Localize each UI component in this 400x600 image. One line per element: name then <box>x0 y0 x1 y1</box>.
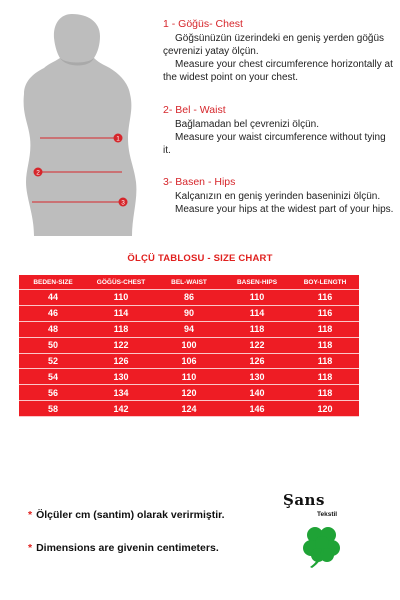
cell-waist: 100 <box>155 337 223 353</box>
waist-text-en: Measure your waist circumference without tying it. <box>163 132 386 156</box>
cell-waist: 94 <box>155 321 223 337</box>
chest-marker-label: 1 <box>116 135 120 143</box>
header-size: BEDEN-SIZE <box>33 278 73 286</box>
waist-marker-label: 2 <box>36 169 40 177</box>
cell-chest: 134 <box>87 385 155 401</box>
cell-size: 48 <box>19 321 87 337</box>
cell-waist: 110 <box>155 369 223 385</box>
cell-chest: 122 <box>87 337 155 353</box>
header-waist: BEL-WAIST <box>171 278 207 286</box>
chest-instruction <box>163 18 395 84</box>
note-text: Ölçüler cm (santim) olarak verirmiştir. <box>36 509 225 521</box>
chest-text-tr: Göğsünüzün üzerindeki en geniş yerden göğüs çevrenizi yatay ölçün. <box>163 33 385 57</box>
note-text: Dimensions are givenin centimeters. <box>36 542 219 554</box>
cell-waist: 106 <box>155 353 223 369</box>
header-length: BOY-LENGTH <box>303 278 347 286</box>
cell-length: 120 <box>291 401 359 417</box>
waist-instruction <box>163 104 395 157</box>
hips-instruction <box>163 176 395 216</box>
clover-icon <box>298 521 346 569</box>
note-cm-en <box>28 542 219 554</box>
asterisk-icon: * <box>28 509 33 521</box>
cell-size: 50 <box>19 337 87 353</box>
cell-chest: 110 <box>87 290 155 306</box>
logo-subtitle: Tekstil <box>317 511 338 518</box>
header-chest: GÖĞÜS-CHEST <box>96 278 146 286</box>
table-row <box>19 369 359 385</box>
table-row <box>19 290 359 306</box>
cell-length: 118 <box>291 369 359 385</box>
cell-chest: 114 <box>87 305 155 321</box>
chest-text-en: Measure your chest circumference horizontally at the widest point on your chest. <box>163 59 393 83</box>
cell-size: 44 <box>19 290 87 306</box>
cell-length: 116 <box>291 305 359 321</box>
cell-hips: 118 <box>223 321 291 337</box>
cell-length: 118 <box>291 385 359 401</box>
waist-heading: 2- Bel - Waist <box>163 104 226 116</box>
cell-length: 118 <box>291 353 359 369</box>
table-row <box>19 337 359 353</box>
chest-heading: 1 - Göğüs- Chest <box>163 18 243 30</box>
note-cm-tr <box>28 509 225 521</box>
cell-waist: 90 <box>155 305 223 321</box>
cell-chest: 130 <box>87 369 155 385</box>
cell-size: 54 <box>19 369 87 385</box>
logo-name: Şans <box>283 491 325 509</box>
cell-hips: 126 <box>223 353 291 369</box>
header-hips: BASEN-HIPS <box>236 278 278 286</box>
table-row <box>19 321 359 337</box>
cell-hips: 110 <box>223 290 291 306</box>
cell-waist: 86 <box>155 290 223 306</box>
cell-chest: 142 <box>87 401 155 417</box>
table-row <box>19 401 359 417</box>
cell-size: 46 <box>19 305 87 321</box>
cell-waist: 120 <box>155 385 223 401</box>
cell-hips: 114 <box>223 305 291 321</box>
cell-waist: 124 <box>155 401 223 417</box>
table-row <box>19 353 359 369</box>
cell-length: 116 <box>291 290 359 306</box>
cell-hips: 140 <box>223 385 291 401</box>
hips-text-tr: Kalçanızın en geniş yerinden baseninizi ölçün. <box>175 191 381 202</box>
cell-size: 58 <box>19 401 87 417</box>
size-chart-title: ÖLÇÜ TABLOSU - SIZE CHART <box>127 253 273 264</box>
body-silhouette <box>10 10 160 245</box>
cell-hips: 130 <box>223 369 291 385</box>
cell-chest: 118 <box>87 321 155 337</box>
hips-text-en: Measure your hips at the widest part of your hips. <box>175 204 394 215</box>
size-chart-header-row <box>19 275 359 290</box>
table-row <box>19 305 359 321</box>
asterisk-icon: * <box>28 542 33 554</box>
waist-text-tr: Bağlamadan bel çevrenizi ölçün. <box>175 119 319 130</box>
cell-hips: 146 <box>223 401 291 417</box>
hips-heading: 3- Basen - Hips <box>163 176 236 188</box>
brand-logo <box>283 491 358 573</box>
cell-size: 52 <box>19 353 87 369</box>
cell-length: 118 <box>291 337 359 353</box>
cell-size: 56 <box>19 385 87 401</box>
table-row <box>19 385 359 401</box>
size-chart-table <box>19 275 359 417</box>
cell-chest: 126 <box>87 353 155 369</box>
cell-hips: 122 <box>223 337 291 353</box>
cell-length: 118 <box>291 321 359 337</box>
hips-marker-label: 3 <box>121 199 125 207</box>
